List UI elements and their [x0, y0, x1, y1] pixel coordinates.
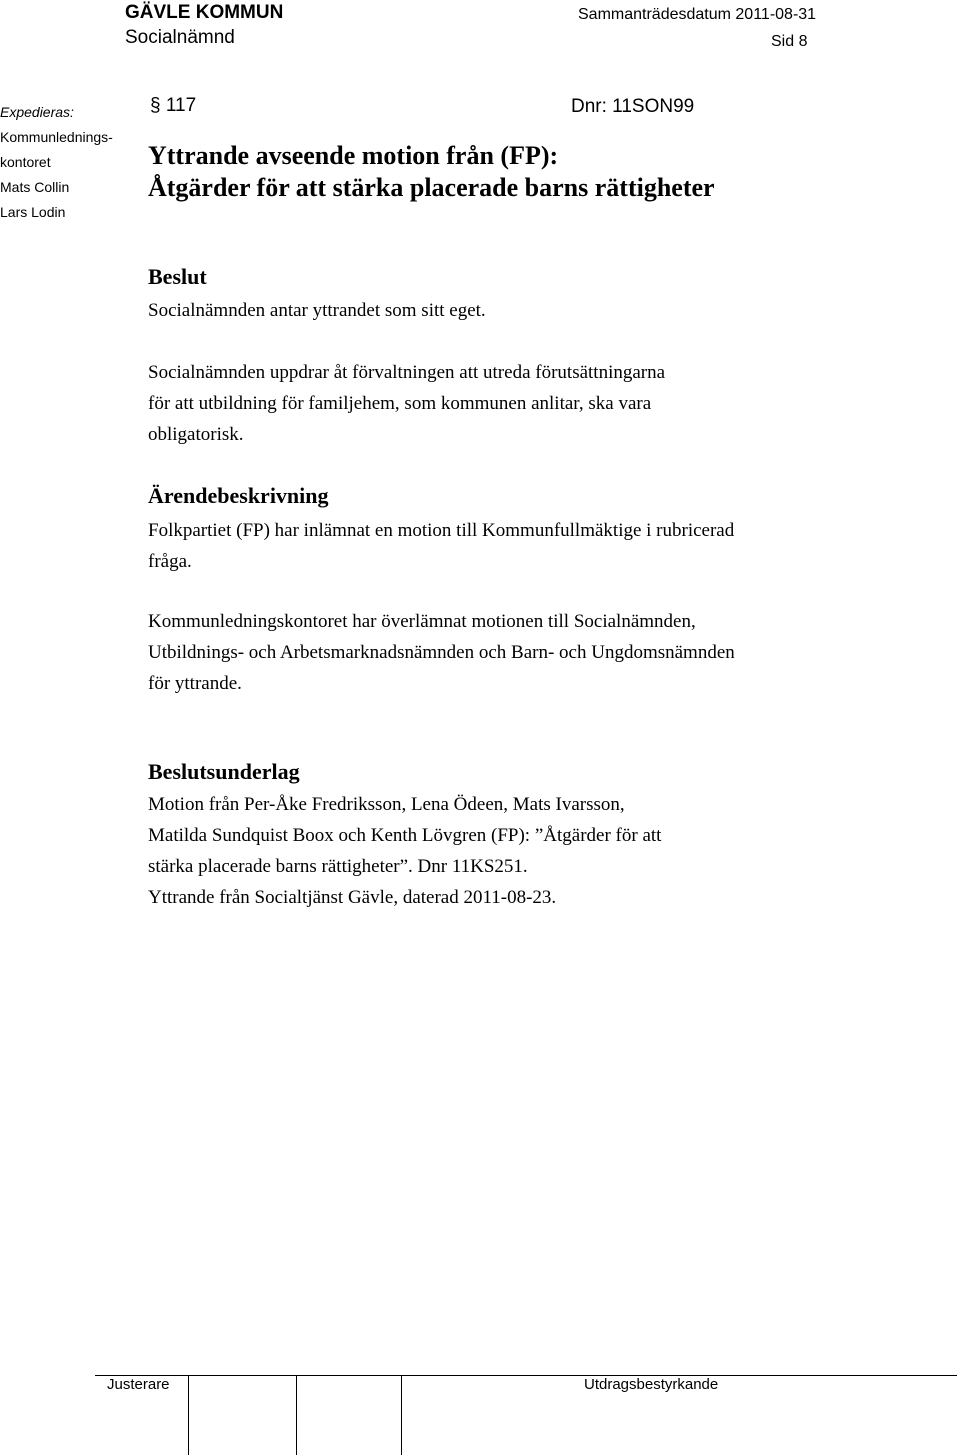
dispatch-recipient: Mats Collin	[0, 179, 70, 195]
text-line: Kommunledningskontoret har överlämnat motionen till Socialnämnden,	[148, 611, 696, 632]
paragraph-number	[150, 95, 196, 117]
text-line: för yttrande.	[148, 673, 242, 694]
meeting-date: Sammanträdesdatum 2011-08-31	[578, 6, 817, 23]
extract-certification-label: Utdragsbestyrkande	[584, 1376, 719, 1393]
basis-paragraph	[148, 789, 661, 913]
committee-name: Socialnämnd	[125, 27, 235, 48]
text-line: fråga.	[148, 551, 192, 572]
footer-divider	[296, 1376, 297, 1455]
case-title	[148, 140, 715, 204]
decision-heading: Beslut	[148, 264, 207, 289]
footer-divider	[401, 1376, 402, 1455]
text-line: stärka placerade barns rättigheter”. Dnr 11KS251.	[148, 856, 528, 877]
page-number: Sid 8	[771, 33, 808, 50]
case-title-line: Åtgärder för att stärka placerade barns rättigheter	[148, 173, 715, 202]
diary-number: Dnr: 11SON99	[571, 96, 695, 117]
text-line: Matilda Sundquist Boox och Kenth Lövgren (FP): ”Åtgärder för att	[148, 825, 662, 846]
organization-name: GÄVLE KOMMUN	[125, 2, 284, 23]
section-symbol: §	[150, 95, 161, 116]
decision-paragraph	[148, 295, 486, 326]
footer-divider	[188, 1376, 189, 1455]
dispatch-recipient: Kommunlednings-	[0, 129, 113, 145]
dispatch-recipient: kontoret	[0, 154, 51, 170]
dispatch-list	[0, 100, 113, 225]
text-line: Folkpartiet (FP) har inlämnat en motion till Kommunfullmäktige i rubricerad	[148, 520, 735, 541]
text-line: obligatorisk.	[148, 424, 244, 445]
description-paragraph	[148, 606, 735, 699]
case-number: 117	[165, 95, 197, 116]
adjusters-label: Justerare	[107, 1376, 170, 1393]
text-line: Utbildnings- och Arbetsmarknadsnämnden och Barn- och Ungdomsnämnden	[148, 642, 735, 663]
text-line: Motion från Per-Åke Fredriksson, Lena Ödeen, Mats Ivarsson,	[148, 794, 625, 815]
description-paragraph	[148, 515, 734, 577]
text-line: Socialnämnden antar yttrandet som sitt eget.	[148, 300, 486, 321]
dispatch-label: Expedieras:	[0, 104, 74, 120]
footer-rule	[95, 1375, 957, 1376]
text-line: Socialnämnden uppdrar åt förvaltningen att utreda förutsättningarna	[148, 362, 666, 383]
text-line: Yttrande från Socialtjänst Gävle, daterad 2011-08-23.	[148, 887, 557, 908]
dispatch-recipient: Lars Lodin	[0, 204, 66, 220]
description-heading: Ärendebeskrivning	[148, 483, 329, 508]
case-title-line: Yttrande avseende motion från (FP):	[148, 141, 559, 170]
decision-paragraph	[148, 357, 665, 450]
basis-heading: Beslutsunderlag	[148, 759, 300, 784]
text-line: för att utbildning för familjehem, som kommunen anlitar, ska vara	[148, 393, 652, 414]
